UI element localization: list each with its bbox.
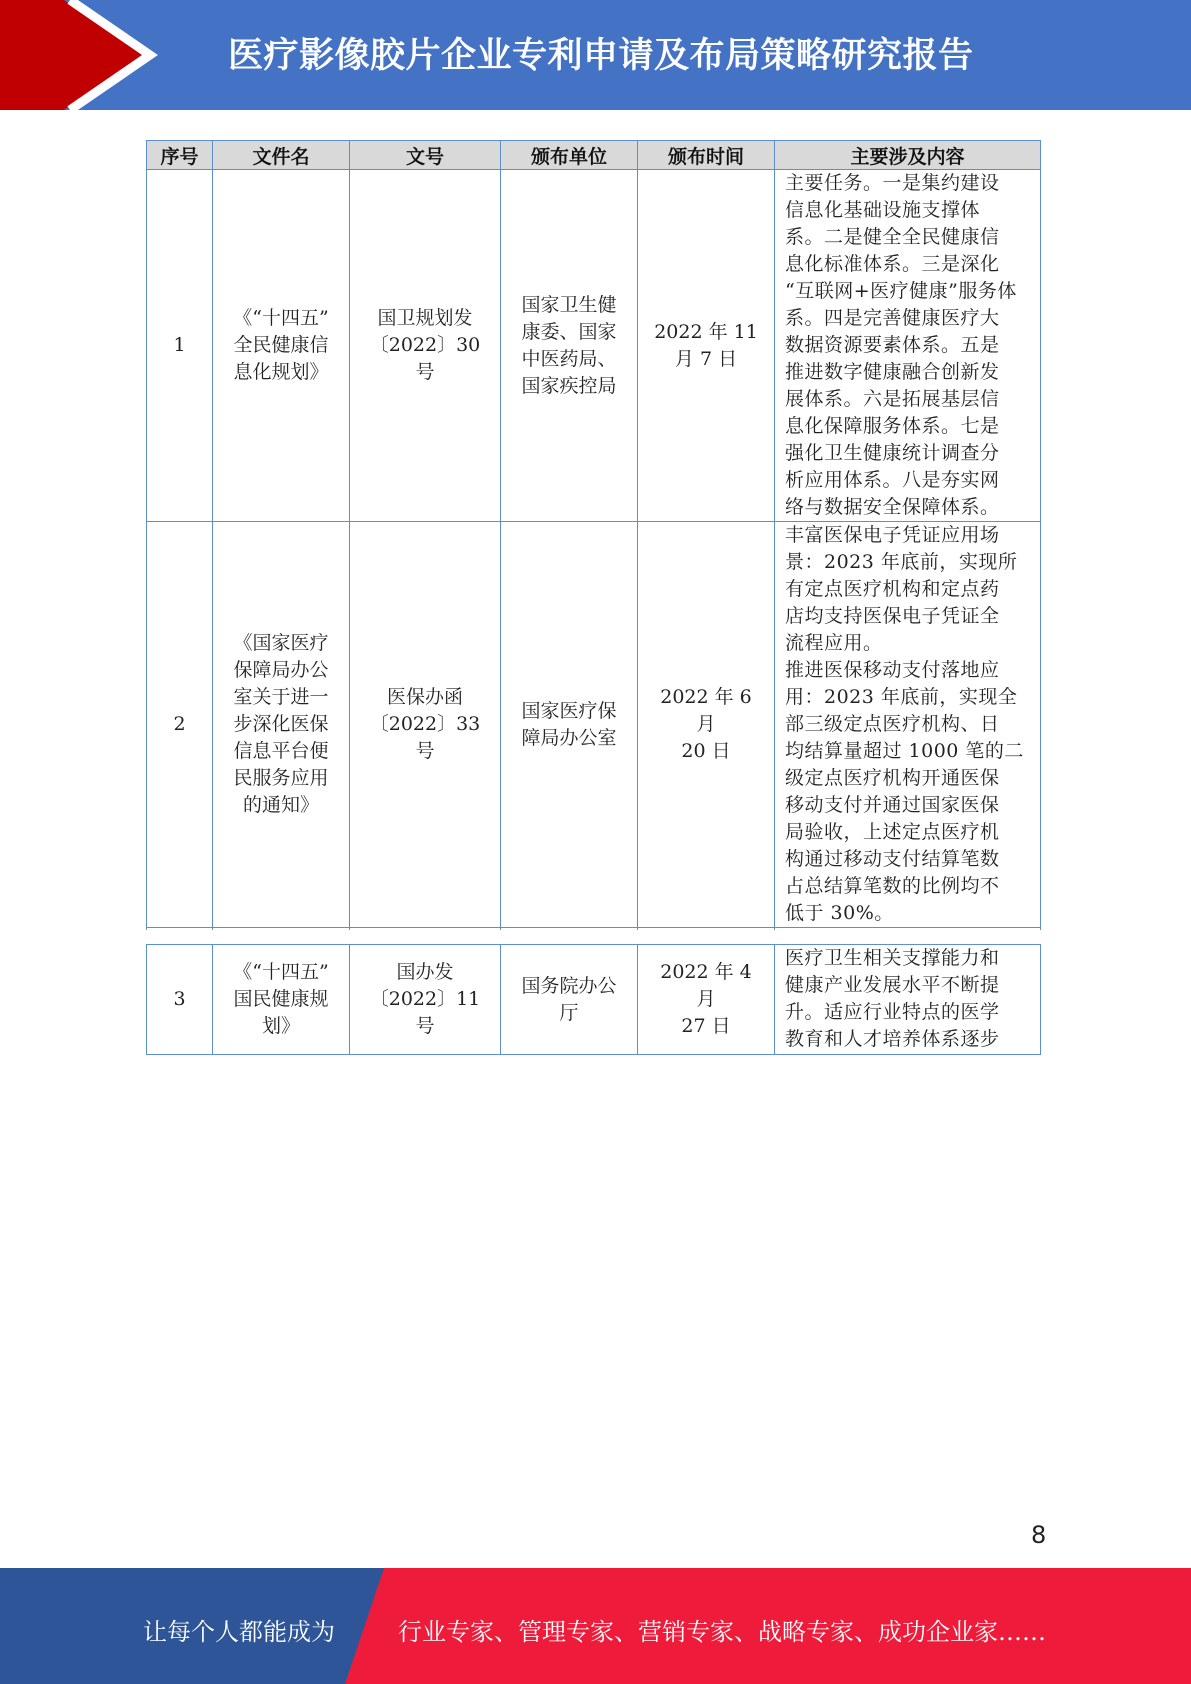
policy-table-continued: [146, 944, 1041, 1055]
cell-line: 息化保障服务体系。七是: [785, 415, 1000, 437]
cell-line: 息化标准体系。三是深化: [785, 253, 1000, 275]
col-header-name: 文件名: [213, 141, 350, 170]
cell-line: 占总结算笔数的比例均不: [785, 875, 1000, 897]
col-header-doc-no: 文号: [350, 141, 501, 170]
cell-line: 2022 年 11: [654, 320, 758, 343]
cell-doc-no: [350, 522, 501, 928]
cell-line: 2022 年 4 月: [660, 961, 752, 1010]
cell-line: 月 7 日: [674, 347, 738, 370]
cell-line: 保障局办公: [233, 659, 329, 681]
cell-line: 康委、国家: [521, 320, 617, 343]
col-header-no: 序号: [147, 141, 213, 170]
footer-slogan-right: 行业专家、管理专家、营销专家、战略专家、成功企业家……: [398, 1618, 1046, 1646]
col-header-content: 主要涉及内容: [775, 141, 1041, 170]
footer-slogan-left: 让每个人都能成为: [143, 1618, 335, 1646]
cell-line: 展体系。六是拓展基层信: [785, 388, 1000, 410]
cell-line: 《“十四五”: [233, 307, 329, 329]
header-banner: [0, 0, 1191, 110]
cell-line: 中医药局、: [521, 347, 617, 370]
cell-line: 丰富医保电子凭证应用场: [785, 524, 1000, 546]
cell-line: “互联网+医疗健康”服务体: [785, 280, 1017, 302]
cell-line: 升。适应行业特点的医学: [785, 1001, 1000, 1023]
cell-line: 系。四是完善健康医疗大: [785, 307, 1000, 329]
cell-line: 健康产业发展水平不断提: [785, 974, 1000, 996]
cell-issuer: [501, 170, 638, 522]
page-number: 8: [1031, 1521, 1047, 1549]
cell-line: 数据资源要素体系。五是: [785, 334, 1000, 356]
footer-banner: [0, 1568, 1191, 1684]
table-header-row: [147, 141, 1041, 170]
table-row: [147, 945, 1041, 1055]
cell-line: 析应用体系。八是夯实网: [785, 469, 1000, 491]
cell-content: [775, 945, 1041, 1055]
cell-line: 医疗卫生相关支撑能力和: [785, 947, 1000, 969]
cell-content: [775, 522, 1041, 928]
table-row: [147, 170, 1041, 522]
report-title: 医疗影像胶片企业专利申请及布局策略研究报告: [228, 36, 974, 76]
cell-date: [638, 170, 775, 522]
cell-line: 国家疾控局: [521, 374, 617, 397]
cell-line: 强化卫生健康统计调查分: [785, 442, 1000, 464]
cell-issuer: [501, 945, 638, 1055]
cell-line: 步深化医保: [233, 713, 329, 735]
cell-line: 均结算量超过 1000 笔的二: [785, 740, 1024, 762]
cell-line: 的通知》: [242, 794, 319, 816]
cell-no: 3: [147, 945, 213, 1055]
cell-date: [638, 945, 775, 1055]
cell-line: 低于 30%。: [785, 902, 894, 924]
cell-line: 推进数字健康融合创新发: [785, 361, 1000, 383]
cell-issuer: [501, 522, 638, 928]
cell-line: 医保办函: [386, 686, 463, 708]
cell-line: 全民健康信: [233, 334, 329, 356]
cell-line: 〔2022〕33 号: [369, 713, 481, 762]
cell-line: 〔2022〕30 号: [369, 334, 481, 383]
table-row: [147, 522, 1041, 928]
cell-line: 信息化基础设施支撑体: [785, 199, 981, 221]
cell-no: 1: [147, 170, 213, 522]
cell-line: 部三级定点医疗机构、日: [785, 713, 1000, 735]
cell-line: 教育和人才培养体系逐步: [785, 1028, 1000, 1050]
cell-line: 景：2023 年底前，实现所: [785, 551, 1018, 573]
cell-doc-no: [350, 945, 501, 1055]
cell-line: 民服务应用: [233, 767, 329, 789]
cell-line: 移动支付并通过国家医保: [785, 794, 1000, 816]
cell-line: 《“十四五”: [233, 961, 329, 983]
cell-line: 用：2023 年底前，实现全: [785, 686, 1018, 708]
cell-line: 级定点医疗机构开通医保: [785, 767, 1000, 789]
cell-line: 息化规划》: [233, 361, 329, 383]
cell-line: 国务院办公: [521, 974, 617, 997]
cell-date: [638, 522, 775, 928]
col-header-date: 颁布时间: [638, 141, 775, 170]
cell-line: 〔2022〕11 号: [369, 988, 481, 1037]
cell-line: 主要任务。一是集约建设: [785, 172, 1000, 194]
cell-line: 系。二是健全全民健康信: [785, 226, 1000, 248]
cell-line: 国民健康规: [233, 988, 329, 1010]
cell-line: 国卫规划发: [377, 307, 473, 329]
cell-line: 国家卫生健: [521, 293, 617, 316]
cell-line: 划》: [261, 1015, 300, 1037]
cell-line: 局验收，上述定点医疗机: [785, 821, 1000, 843]
cell-line: 推进医保移动支付落地应: [785, 659, 1000, 681]
cell-name: [213, 522, 350, 928]
cell-line: 有定点医疗机构和定点药: [785, 578, 1000, 600]
cell-line: 络与数据安全保障体系。: [785, 496, 1000, 518]
cell-no: 2: [147, 522, 213, 928]
cell-line: 障局办公室: [521, 726, 617, 749]
cell-line: 构通过移动支付结算笔数: [785, 848, 1000, 870]
cell-line: 店均支持医保电子凭证全: [785, 605, 1000, 627]
policy-table: [146, 140, 1041, 930]
col-header-issuer: 颁布单位: [501, 141, 638, 170]
table-row-spacer: [147, 928, 1041, 931]
cell-line: 《国家医疗: [233, 632, 329, 654]
cell-line: 国办发: [396, 961, 454, 983]
cell-name: [213, 170, 350, 522]
cell-name: [213, 945, 350, 1055]
cell-line: 厅: [559, 1001, 579, 1024]
cell-line: 国家医疗保: [521, 699, 617, 722]
cell-line: 2022 年 6 月: [660, 686, 752, 735]
cell-line: 信息平台便: [233, 740, 329, 762]
cell-line: 流程应用。: [785, 632, 883, 654]
cell-line: 20 日: [681, 740, 731, 762]
cell-line: 室关于进一: [233, 686, 329, 708]
cell-content: [775, 170, 1041, 522]
cell-doc-no: [350, 170, 501, 522]
cell-line: 27 日: [681, 1015, 731, 1037]
